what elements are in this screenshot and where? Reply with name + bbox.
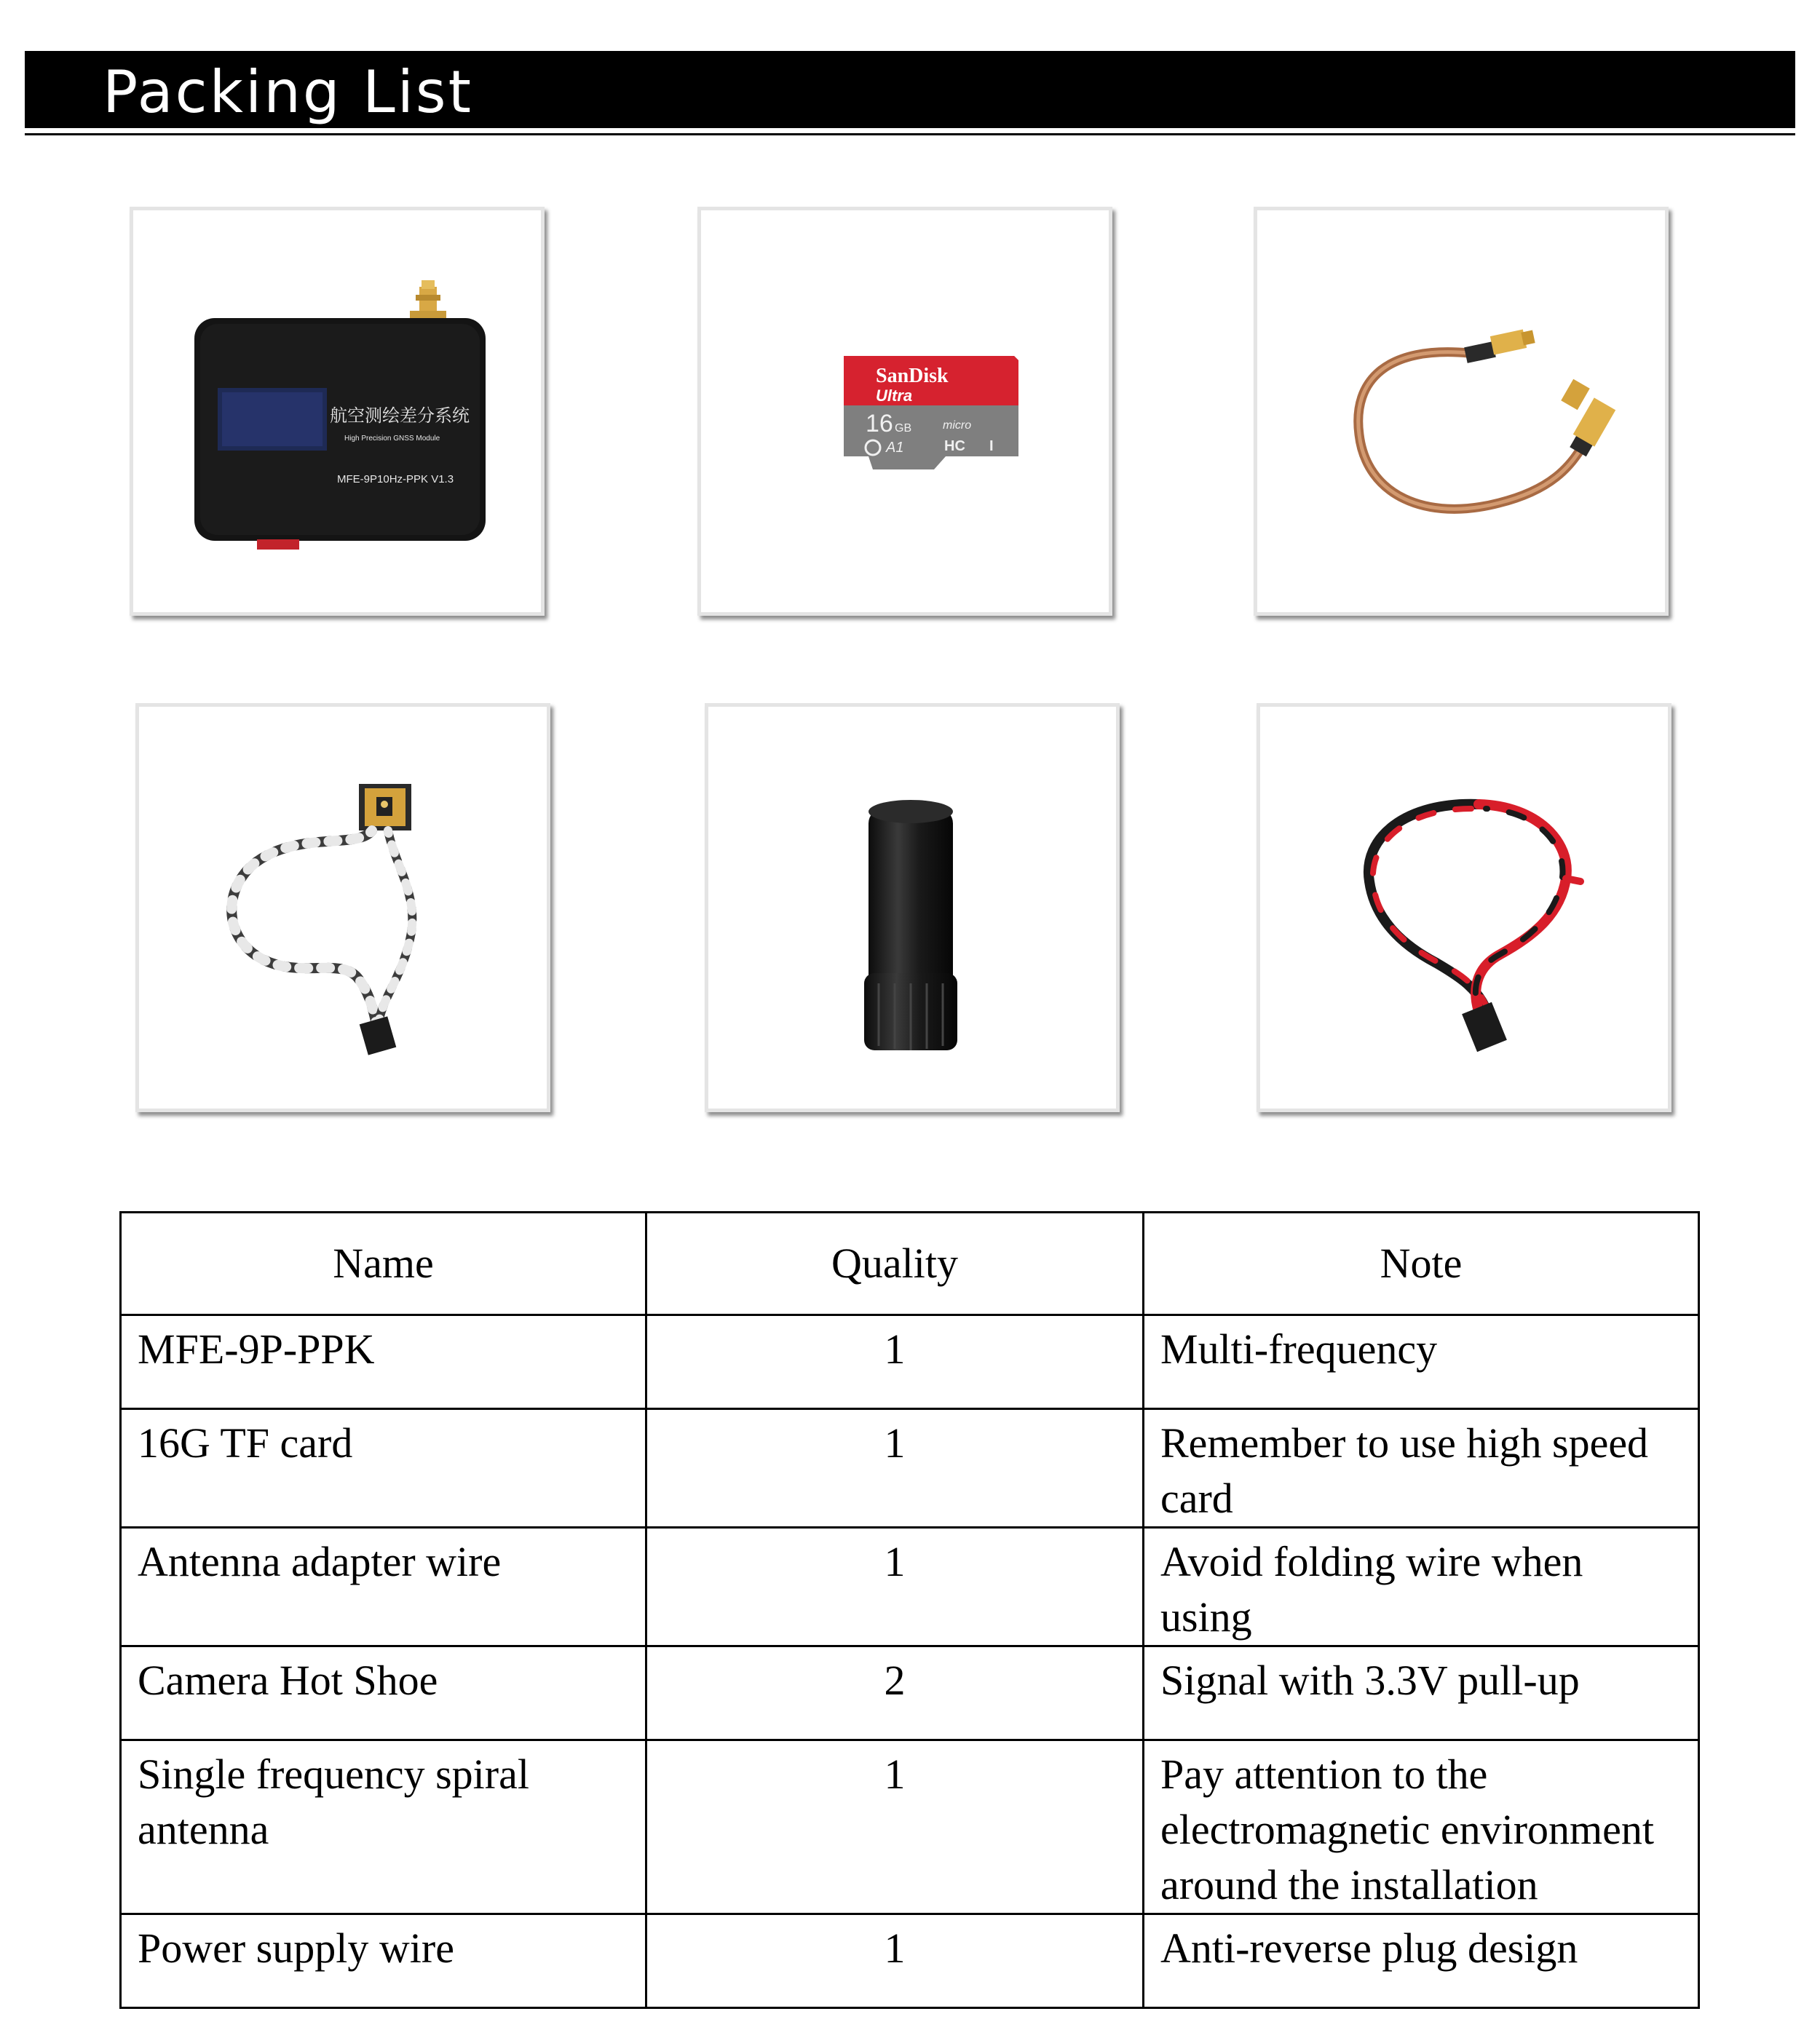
card-brand: SanDisk xyxy=(876,365,949,387)
header-divider xyxy=(25,133,1795,135)
card-sd-type: HC xyxy=(944,438,965,454)
cell-note: Avoid folding wire when using xyxy=(1144,1528,1699,1646)
table-row xyxy=(121,1740,1699,1914)
cell-quality: 1 xyxy=(646,1740,1144,1914)
cell-name: MFE-9P-PPK xyxy=(121,1315,646,1409)
cell-note: Signal with 3.3V pull-up xyxy=(1144,1646,1699,1740)
cell-name: 16G TF card xyxy=(121,1409,646,1528)
card-line: Ultra xyxy=(876,386,913,405)
photo-microsd-card xyxy=(697,207,1112,616)
card-unit: GB xyxy=(895,422,912,435)
spiral-antenna-illustration xyxy=(708,707,1116,1109)
module-label-main: 航空测绘差分系统 xyxy=(330,406,470,426)
table-row xyxy=(121,1528,1699,1646)
cell-name: Power supply wire xyxy=(121,1914,646,2008)
cell-quality: 1 xyxy=(646,1528,1144,1646)
sma-cable-illustration xyxy=(1257,210,1665,612)
table-row xyxy=(121,1646,1699,1740)
column-header-note: Note xyxy=(1144,1213,1699,1315)
cell-name: Antenna adapter wire xyxy=(121,1528,646,1646)
card-class: A1 xyxy=(886,440,904,456)
table-header-row xyxy=(121,1213,1699,1315)
hot-shoe-cable-illustration xyxy=(139,707,547,1109)
cell-note: Multi-frequency xyxy=(1144,1315,1699,1409)
card-uhs: I xyxy=(989,438,994,454)
cell-note: Anti-reverse plug design xyxy=(1144,1914,1699,2008)
column-header-quality: Quality xyxy=(646,1213,1144,1315)
page-header xyxy=(25,51,1795,128)
cell-note: Remember to use high speed card xyxy=(1144,1409,1699,1528)
cell-name: Single frequency spiral antenna xyxy=(121,1740,646,1914)
microsd-card-illustration xyxy=(701,210,1109,612)
card-capacity: 16 xyxy=(866,410,893,437)
cell-note: Pay attention to the electromagnetic environment around the installation xyxy=(1144,1740,1699,1914)
power-wire-illustration xyxy=(1260,707,1668,1109)
module-label-sub: High Precision GNSS Module xyxy=(344,435,440,443)
cell-quality: 1 xyxy=(646,1409,1144,1528)
photo-hot-shoe-cable xyxy=(135,703,550,1112)
column-header-name: Name xyxy=(121,1213,646,1315)
cell-quality: 2 xyxy=(646,1646,1144,1740)
packing-table xyxy=(119,1211,1700,2009)
cell-name: Camera Hot Shoe xyxy=(121,1646,646,1740)
card-sd-logo: micro xyxy=(943,419,972,432)
photo-gnss-module xyxy=(130,207,545,616)
page-title: Packing List xyxy=(103,58,473,126)
table-row xyxy=(121,1315,1699,1409)
table-row xyxy=(121,1409,1699,1528)
gnss-module-illustration xyxy=(133,210,541,612)
table-row xyxy=(121,1914,1699,2008)
module-label-model: MFE-9P10Hz-PPK V1.3 xyxy=(337,473,454,485)
cell-quality: 1 xyxy=(646,1315,1144,1409)
photo-power-wire xyxy=(1257,703,1671,1112)
photo-spiral-antenna xyxy=(705,703,1120,1112)
photo-sma-adapter-cable xyxy=(1254,207,1669,616)
cell-quality: 1 xyxy=(646,1914,1144,2008)
